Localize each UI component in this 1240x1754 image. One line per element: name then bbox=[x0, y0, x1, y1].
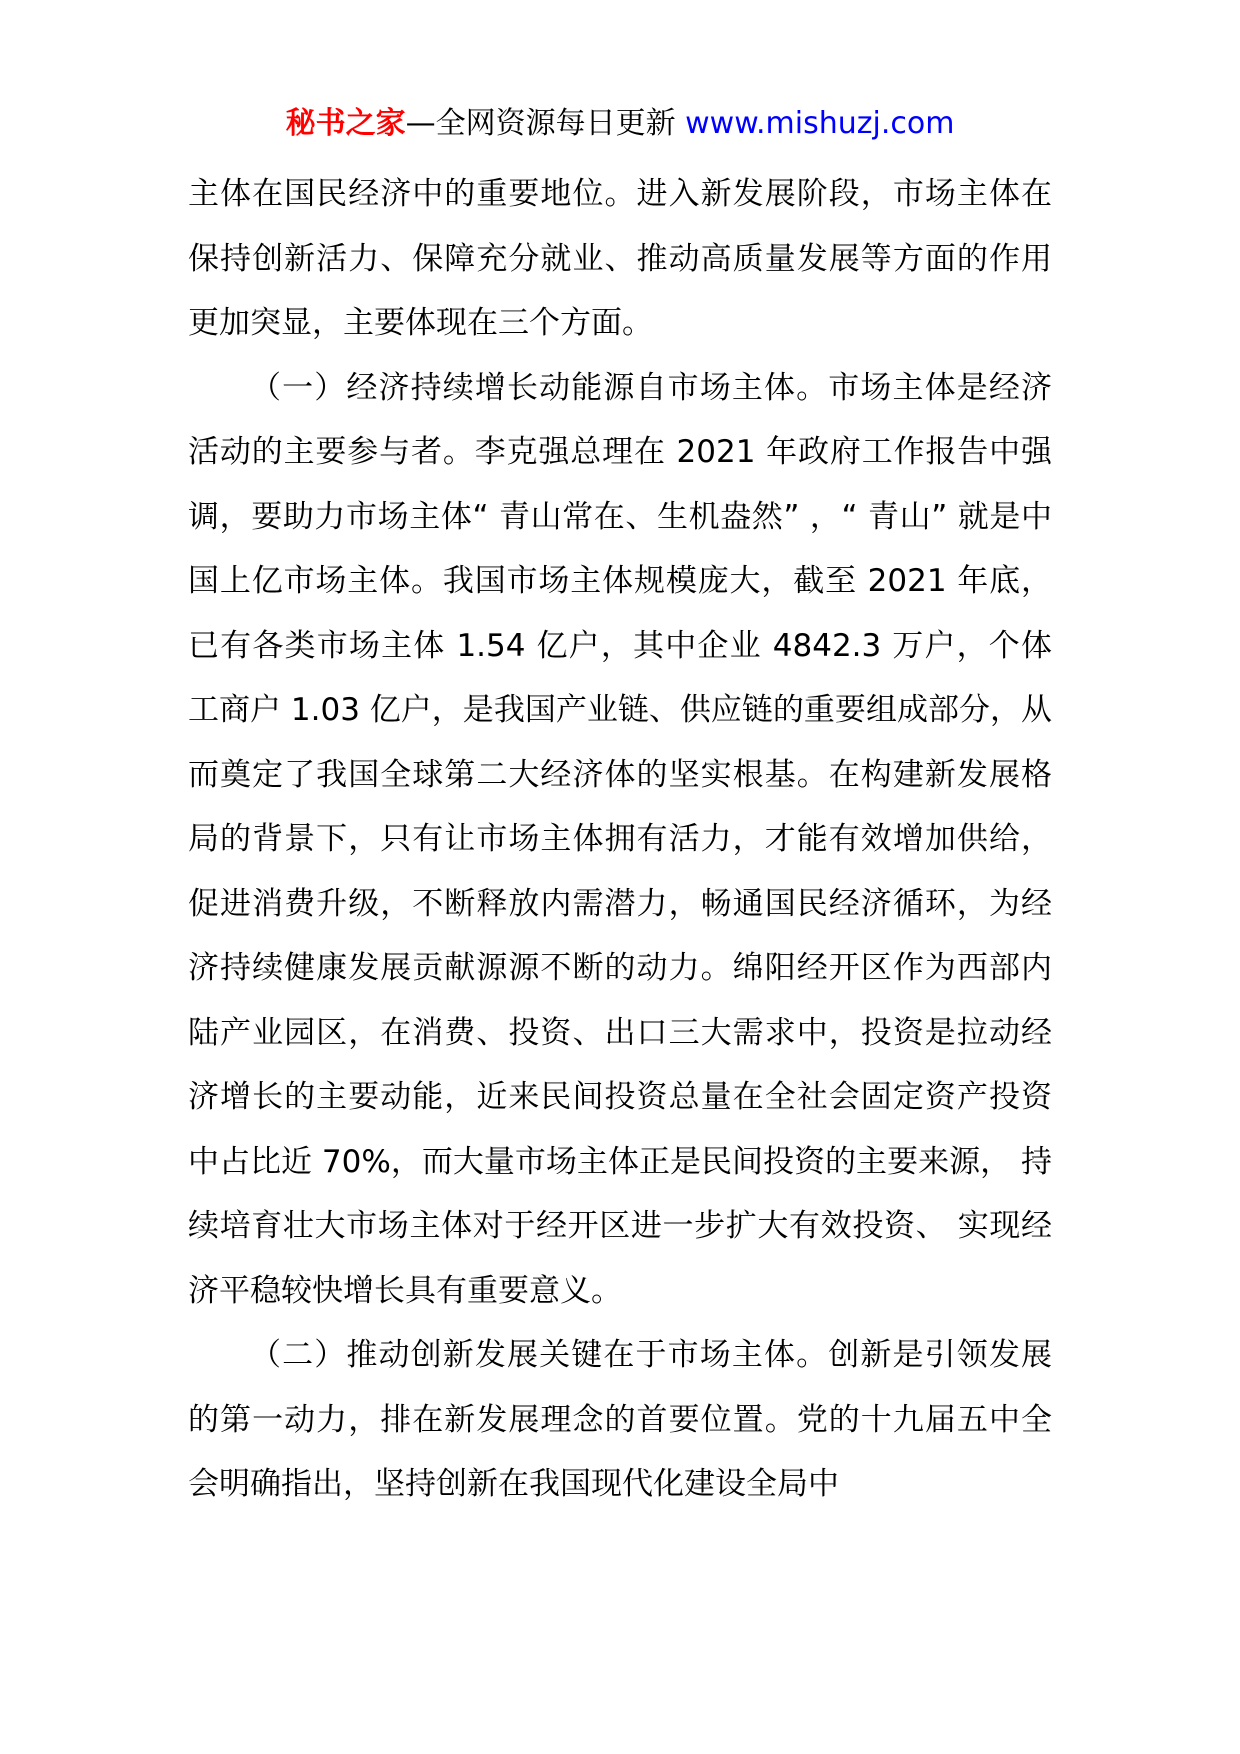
document-body bbox=[188, 162, 1052, 1517]
site-url-link[interactable]: www.mishuzj.com bbox=[685, 106, 955, 141]
site-header bbox=[0, 102, 1240, 146]
site-brand: 秘书之家 bbox=[285, 106, 406, 141]
paragraph-section-two: （二）推动创新发展关键在于市场主体。创新是引领发展的第一动力，排在新发展理念的首要位置。党的十九届五中全会明确指出，坚持创新在我国现代化建设全局中 bbox=[188, 1337, 1052, 1502]
paragraph-section-one: （一）经济持续增长动能源自市场主体。市场主体是经济活动的主要参与者。李克强总理在 2021 年政府工作报告中强调，要助力市场主体“ 青山常在、生机盎然” ，“ 青山” 就是中国上亿市场主体。我国市场主体规模庞大，截至 2021 年底，已有各类市场主体 1.54 亿户，其中企业 4842.3 万户，个体工商户 1.03 亿户，是我国产业链、供应链的重要组成部分，从而奠定了我国全球第二大经济体的坚实根基。在构建新发展格局的背景下，只有让市场主体拥有活力，才能有效增加供给，促进消费升级，不断释放内需潜力，畅通国民经济循环，为经济持续健康发展贡献源源不断的动力。绵阳经开区作为西部内陆产业园区，在消费、投资、出口三大需求中，投资是拉动经济增长的主要动能，近来民间投资总量在全社会固定资产投资中占比近 70%，而大量市场主体正是民间投资的主要来源， 持续培育壮大市场主体对于经开区进一步扩大有效投资、 实现经济平稳较快增长具有重要意义。 bbox=[188, 369, 1052, 1309]
paragraph-continuation: 主体在国民经济中的重要地位。进入新发展阶段，市场主体在保持创新活力、保障充分就业、推动高质量发展等方面的作用更加突显，主要体现在三个方面。 bbox=[188, 176, 1052, 341]
site-tagline: —全网资源每日更新 bbox=[405, 106, 676, 141]
